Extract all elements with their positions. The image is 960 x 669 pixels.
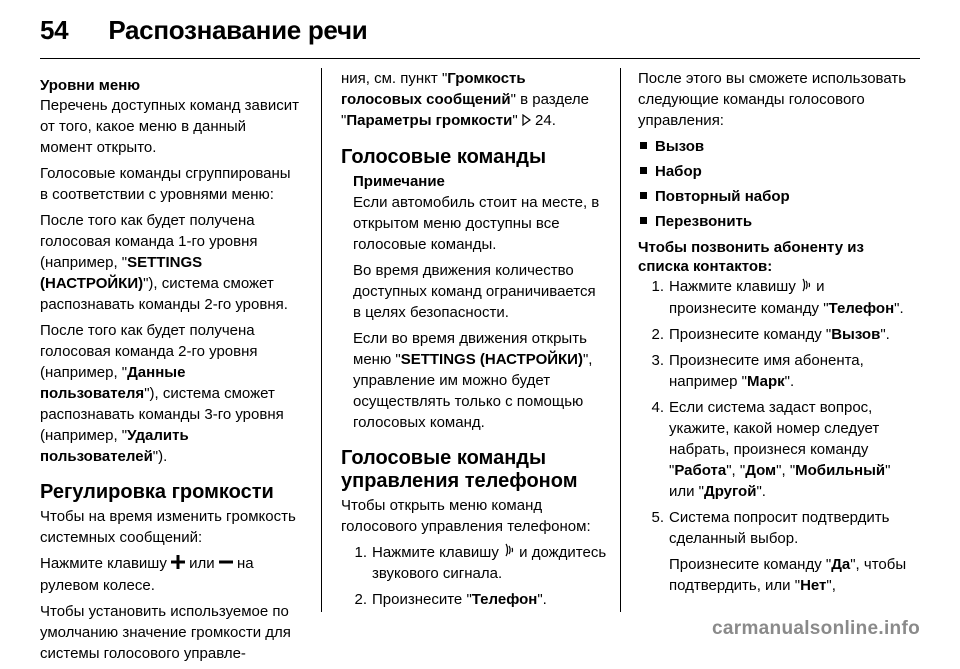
list-item: Повторный набор: [638, 186, 914, 207]
steps-list: [638, 276, 914, 596]
column-1: [40, 68, 302, 669]
paragraph: ния, см. пункт "Громкость голосовых сообщений" в разделе "Параметры громкости" 24.: [341, 68, 607, 132]
heading-phone-commands: Голосовые команды управления телефоном: [341, 446, 578, 492]
column-2: [341, 68, 607, 615]
note-paragraph: Если во время движения открыть меню "SETTINGS (НАСТРОЙКИ)", управление им можно будет осуществлять только с помощью голосовых команд.: [353, 329, 593, 431]
paragraph: Чтобы на время изменить громкость системных сообщений:: [40, 508, 296, 546]
watermark: carmanualsonline.info: [712, 618, 920, 639]
heading-volume: Регулировка громкости: [40, 481, 274, 503]
paragraph: После этого вы сможете использовать следующие команды голосового управления:: [638, 70, 907, 129]
list-item: 2. Произнесите команду "Вызов".: [651, 325, 890, 343]
column-3: [638, 68, 914, 601]
voice-control-icon: [800, 277, 812, 298]
note-block: [341, 171, 607, 433]
page-header: [40, 12, 367, 48]
paragraph: После того как будет получена голосовая команда 1-го уровня (например, "SETTINGS (НАСТРОЙКИ)"), система сможет распознавать команды 2-го уровня.: [40, 212, 288, 313]
paragraph: Чтобы открыть меню команд голосового управления телефоном:: [341, 496, 591, 535]
paragraph: После того как будет получена голосовая команда 2-го уровня (например, "Данные пользователя"), система сможет распознавать команды 3-го уровня (например, "Удалить пользователей").: [40, 322, 284, 465]
column-divider-1: [321, 68, 322, 612]
list-item: Набор: [638, 161, 914, 182]
minus-icon: [219, 554, 233, 575]
list-item: 3. Произнесите имя абонента, например "Марк".: [651, 351, 864, 390]
list-item: 2. Произнесите "Телефон".: [354, 591, 547, 609]
page-reference-arrow-icon: [522, 111, 531, 132]
list-item: Вызов: [638, 136, 914, 157]
list-item: 5. Система попросит подтвердить сделанный выбор. Произнесите команду "Да", чтобы подтвердить, или "Нет",: [651, 508, 907, 594]
paragraph: Голосовые команды сгруппированы в соответствии с уровнями меню:: [40, 165, 291, 203]
heading-voice-commands: Голосовые команды: [341, 145, 547, 168]
paragraph: Перечень доступных команд зависит от того, какое меню в данный момент открыто.: [40, 97, 299, 156]
page-number: 54: [40, 14, 69, 45]
note-paragraph: Во время движения количество доступных команд ограничивается в целях безопасности.: [353, 261, 596, 321]
paragraph: Чтобы установить используемое по умолчанию значение громкости для системы голосового управле-: [40, 602, 291, 662]
plus-icon: [171, 554, 185, 575]
command-list: [638, 136, 914, 232]
voice-control-icon: [503, 542, 515, 563]
column-divider-2: [620, 68, 621, 612]
list-item: 4. Если система задаст вопрос, укажите, какой номер следует набрать, произнеся команду "Работа", "Дом", "Мобильный" или "Другой".: [651, 398, 891, 500]
list-item: Перезвонить: [638, 211, 914, 232]
paragraph: Нажмите клавишу или на рулевом колесе.: [40, 555, 254, 594]
heading-menu-levels: Уровни меню: [40, 77, 141, 94]
steps-list: [341, 542, 607, 611]
heading-call-contact: Чтобы позвонить абоненту из списка контактов:: [638, 239, 864, 275]
note-paragraph: Если автомобиль стоит на месте, в открытом меню доступны все голосовые команды.: [353, 193, 600, 253]
note-title: Примечание: [353, 172, 445, 190]
list-item: 1. Нажмите клавишу и произнесите команду "Телефон".: [651, 278, 904, 317]
page-title: Распознавание речи: [108, 14, 368, 45]
list-item: 1. Нажмите клавишу и дождитесь звукового сигнала.: [354, 543, 607, 583]
header-rule: [40, 58, 920, 59]
